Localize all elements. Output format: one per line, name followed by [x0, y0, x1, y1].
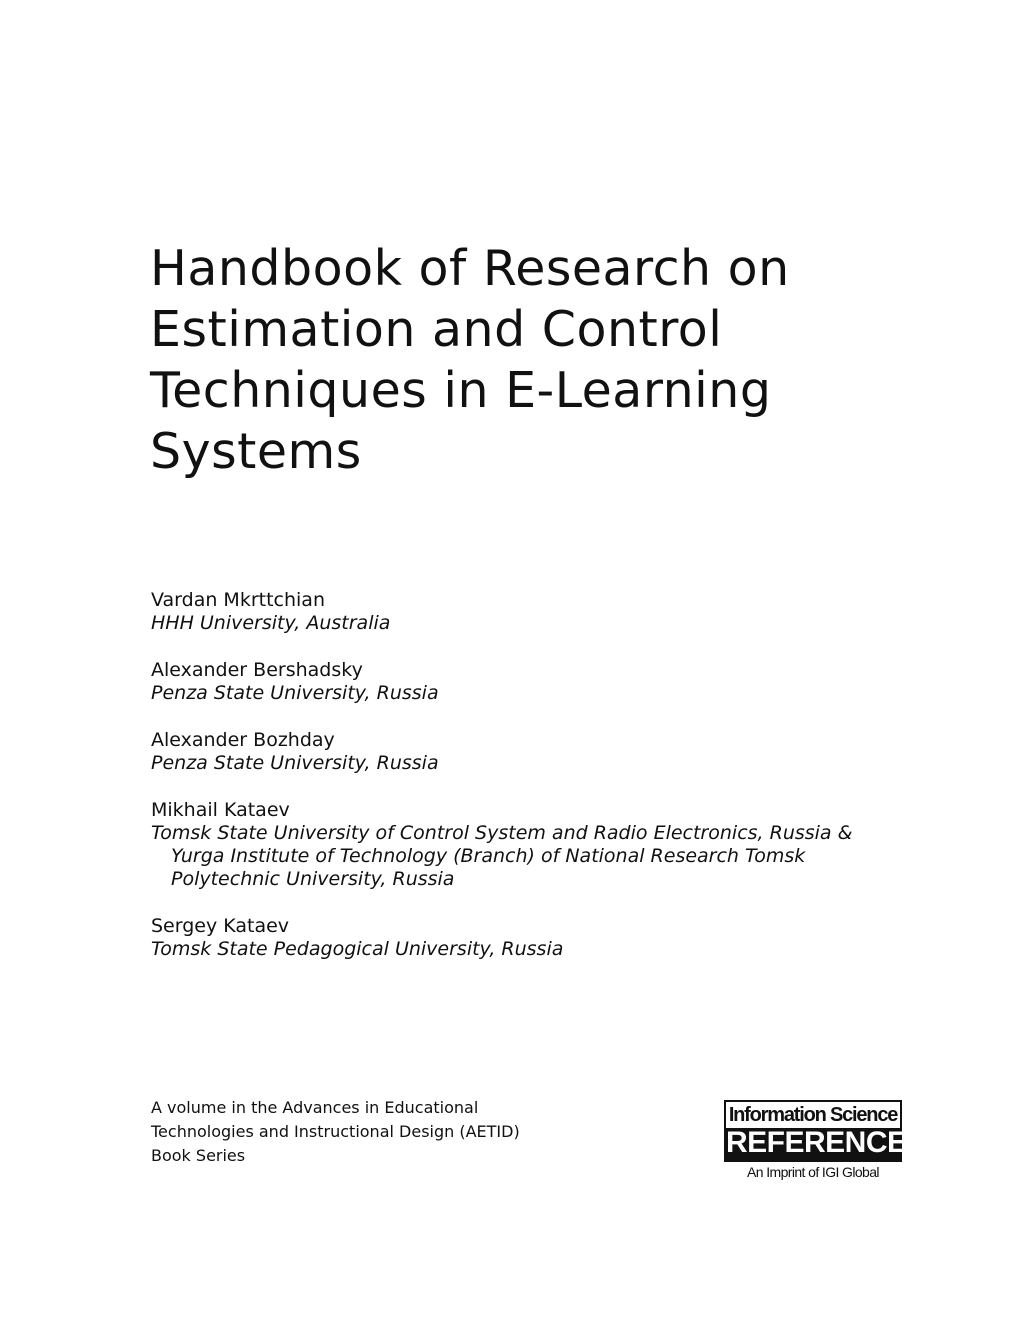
title-line: Estimation and Control	[150, 301, 723, 358]
publisher-logo	[724, 1100, 907, 1182]
publisher-logo-top-text: Information Science	[728, 1104, 898, 1126]
author-affiliation: Penza State University, Russia	[151, 682, 439, 704]
author-affiliation: Penza State University, Russia	[151, 752, 439, 774]
publisher-logo-box	[724, 1100, 907, 1162]
author-entry	[151, 798, 931, 891]
book-title	[150, 238, 950, 482]
title-line: Techniques in E-Learning	[150, 362, 772, 419]
author-list	[151, 588, 931, 984]
author-name: Alexander Bozhday	[151, 729, 335, 751]
author-entry	[151, 728, 931, 775]
series-line: A volume in the Advances in Educational	[151, 1098, 479, 1117]
title-line: Systems	[150, 423, 362, 480]
author-affiliation: Tomsk State University of Control System and Radio Electronics, Russia &	[151, 822, 853, 844]
author-affiliation: Polytechnic University, Russia	[171, 868, 455, 890]
publisher-logo-bottom-text: REFERENCE	[726, 1126, 907, 1159]
publisher-imprint: An Imprint of IGI Global	[747, 1164, 879, 1180]
title-line: Handbook of Research on	[150, 240, 790, 297]
author-name: Mikhail Kataev	[151, 799, 290, 821]
book-series-note	[151, 1096, 631, 1168]
author-affiliation: HHH University, Australia	[151, 612, 391, 634]
author-entry	[151, 588, 931, 635]
series-line: Book Series	[151, 1146, 246, 1165]
author-affiliation: Yurga Institute of Technology (Branch) of National Research Tomsk	[171, 845, 806, 867]
author-entry	[151, 914, 931, 961]
series-line: Technologies and Instructional Design (AETID)	[151, 1122, 520, 1141]
author-name: Alexander Bershadsky	[151, 659, 363, 681]
author-entry	[151, 658, 931, 705]
author-name: Sergey Kataev	[151, 915, 290, 937]
author-affiliation: Tomsk State Pedagogical University, Russia	[151, 938, 564, 960]
author-name: Vardan Mkrttchian	[151, 589, 325, 611]
